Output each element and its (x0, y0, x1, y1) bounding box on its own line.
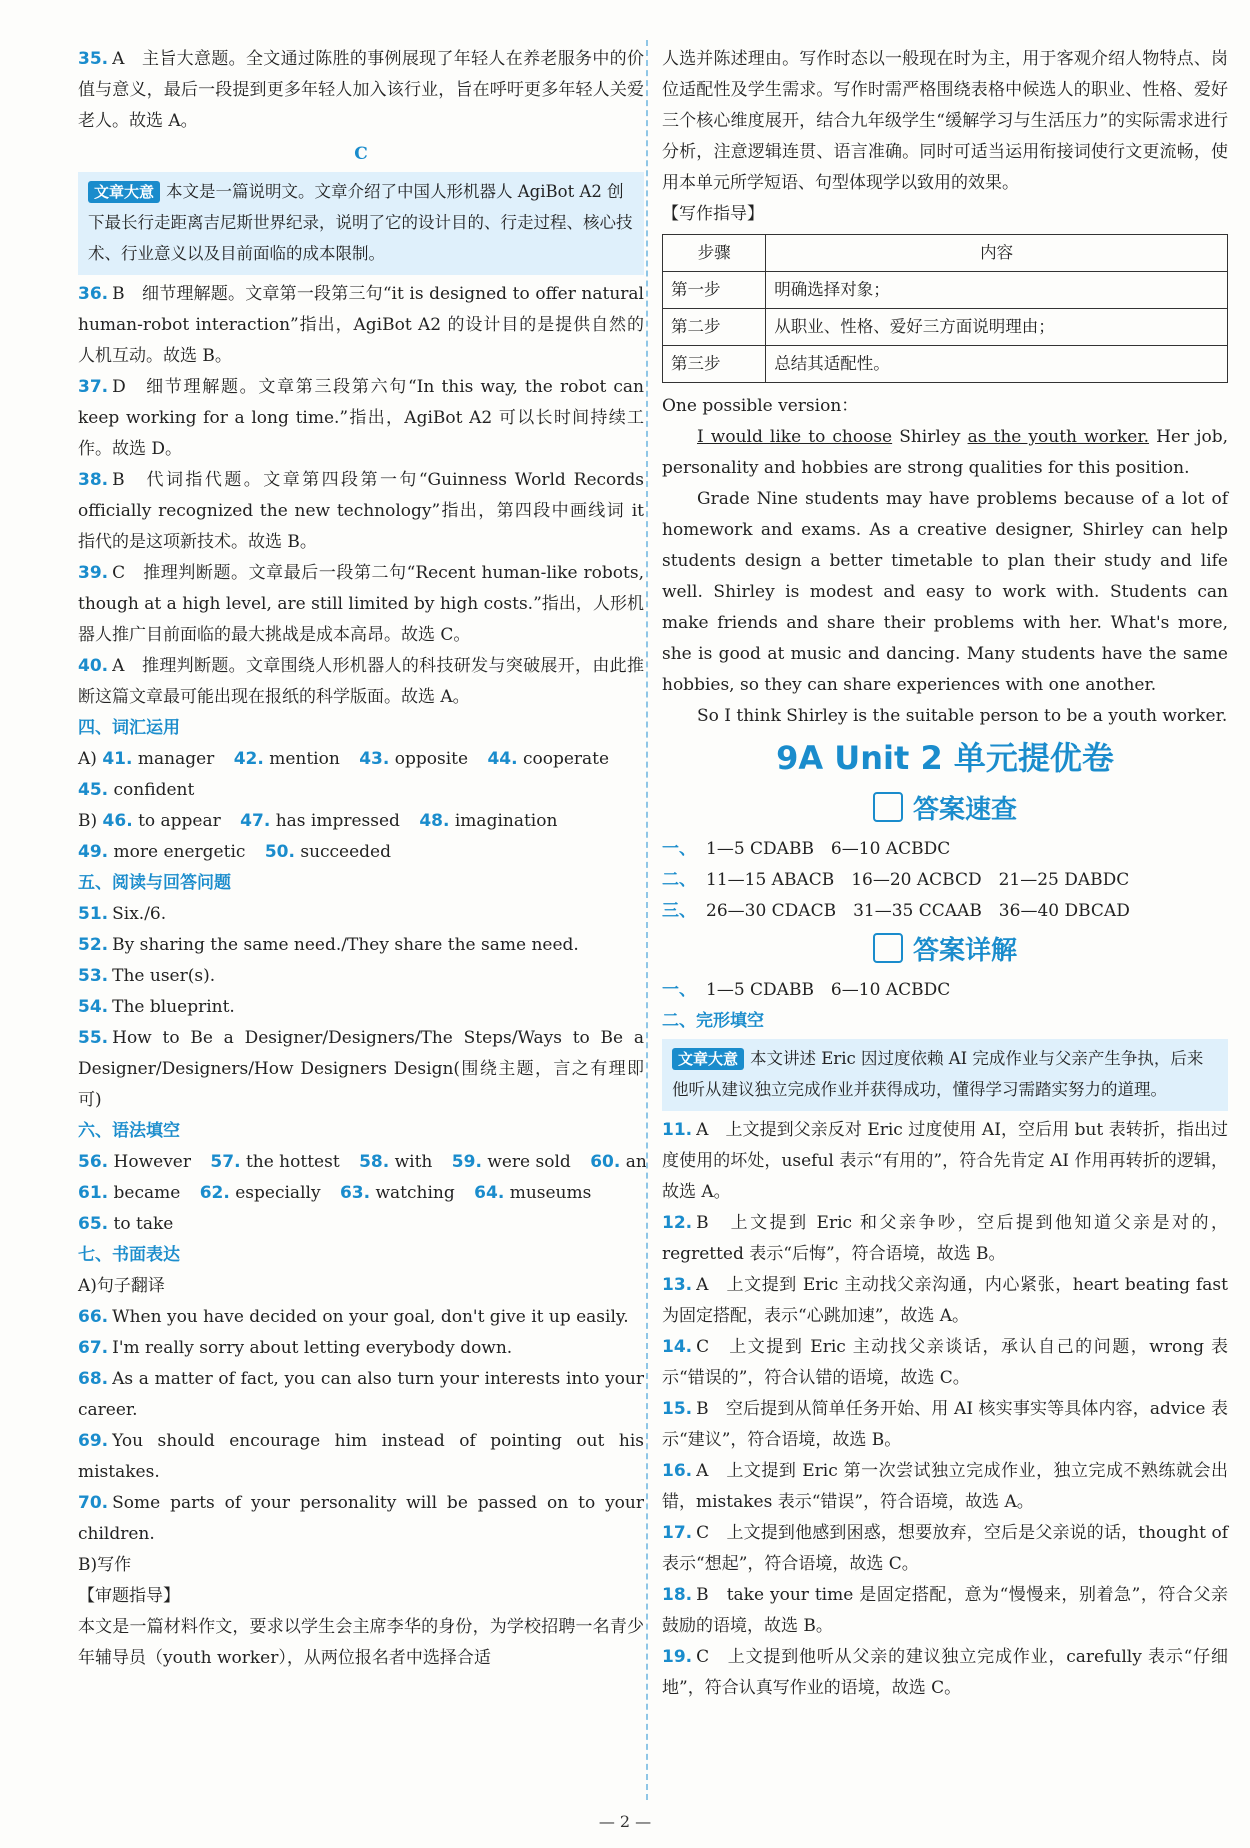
vocab-row-b: B) 46. to appear 47. has impressed 48. imagination (78, 811, 558, 831)
detailed-answers-heading: 答案详解 (662, 931, 1228, 971)
cloze-answer: 17. C 上文提到他感到困惑，想要放弃，空后是父亲说的话，thought of 表示“想起”，符合语境，故选 C。 (662, 1523, 1228, 1574)
vocab-row-b2: 49. more energetic 50. succeeded (78, 842, 392, 862)
passage-c-heading: C (354, 144, 368, 164)
document-icon (873, 933, 903, 963)
cloze-summary-box: 文章大意 本文讲述 Eric 因过度依赖 AI 完成作业与父亲产生争执，后来他听从建议独立完成作业并获得成功，懂得学习需踏实努力的道理。 (662, 1039, 1228, 1111)
answer-66: 66. When you have decided on your goal, don't give it up easily. (78, 1307, 629, 1327)
guide-text: 本文是一篇材料作文，要求以学生会主席李华的身份，为学校招聘一名青少年辅导员（youth worker），从两位报名者中选择合适 (78, 1617, 644, 1668)
answer-37: 37. D 细节理解题。文章第三段第六句“In this way, the robot can keep working for a long time.”指出，AgiBot A2 可以长时间持续工作。故选 D。 (78, 377, 644, 459)
writing-guide-label: 【写作指导】 (662, 204, 764, 224)
right-column (662, 44, 1228, 1704)
grammar-row-1: 56. However 57. the hottest 58. with 59. were sold 60. an (78, 1152, 647, 1172)
section-reading: 五、阅读与回答问题 (78, 873, 231, 893)
page-number: — 2 — (598, 1812, 652, 1831)
sample-essay-label: One possible version： (662, 396, 859, 416)
answer-35: 35. A 主旨大意题。全文通过陈胜的事例展现了年轻人在养老服务中的价值与意义，最后一段提到更多年轻人加入该行业，旨在呼吁更多年轻人关爱老人。故选 A。 (78, 49, 644, 131)
table-row: 第三步 总结其适配性。 (663, 346, 1228, 383)
cloze-answer: 14. C 上文提到 Eric 主动找父亲谈话，承认自己的问题，wrong 表示“错误的”，符合认错的语境，故选 C。 (662, 1337, 1228, 1388)
table-header: 内容 (766, 235, 1228, 272)
quick-answers-heading: 答案速查 (662, 790, 1228, 830)
grammar-row-3: 65. to take (78, 1214, 174, 1234)
answer-69: 69. You should encourage him instead of pointing out his mistakes. (78, 1431, 644, 1482)
quick-answer-row: 一、 1—5 CDABB 6—10 ACBDC (662, 839, 951, 859)
cloze-answer: 11. A 上文提到父亲反对 Eric 过度使用 AI，空后用 but 表转折，指出过度使用的坏处，useful 表示“有用的”，符合先肯定 AI 作用再转折的逻辑，故选 A。 (662, 1120, 1228, 1202)
detail-section-1: 一、 1—5 CDABB 6—10 ACBDC (662, 980, 951, 1000)
section-writing: 七、书面表达 (78, 1245, 180, 1265)
sample-essay: I would like to choose Shirley as the youth worker. Her job, personality and hobbies are strong qualities for this position. Grade Nine students may have problems because of a lot of homework and exams. As a creative designer, Shirley can help students design a better timetable to plan their study and life well. Shirley is modest and easy to work with. Students can make friends and share their problems with her. What's more, she is good at music and dancing. Many students have the same hobbies, so they can share experiences with one another. So I think Shirley is the suitable person to be a youth worker. (662, 427, 1228, 726)
answer-36: 36. B 细节理解题。文章第一段第三句“it is designed to offer natural human-robot interaction”指出，AgiBot A2 的设计目的是提供自然的人机互动。故选 B。 (78, 284, 644, 366)
grammar-row-2: 61. became 62. especially 63. watching 64. museums (78, 1183, 592, 1203)
section-grammar: 六、语法填空 (78, 1121, 180, 1141)
column-divider (646, 40, 648, 1800)
answer-54: 54. The blueprint. (78, 997, 235, 1017)
answer-53: 53. The user(s). (78, 966, 216, 986)
quick-answer-row: 三、 26—30 CDACB 31—35 CCAAB 36—40 DBCAD (662, 901, 1130, 921)
section-vocabulary: 四、词汇运用 (78, 718, 180, 738)
answer-70: 70. Some parts of your personality will be passed on to your children. (78, 1493, 644, 1544)
answer-38: 38. B 代词指代题。文章第四段第一句“Guinness World Records officially recognized the new technology”指出，第四段中画线词 it 指代的是这项新技术。故选 B。 (78, 470, 644, 552)
pencil-icon (873, 792, 903, 822)
table-row: 第一步 明确选择对象； (663, 272, 1228, 309)
cloze-answer: 13. A 上文提到 Eric 主动找父亲沟通，内心紧张，heart beating fast 为固定搭配，表示“心跳加速”，故选 A。 (662, 1275, 1228, 1326)
answer-40: 40. A 推理判断题。文章围绕人形机器人的科技研发与突破展开，由此推断这篇文章最可能出现在报纸的科学版面。故选 A。 (78, 656, 644, 707)
vocab-row-a: A) 41. manager 42. mention 43. opposite 44. cooperate (78, 749, 610, 769)
guide-label: 【审题指导】 (78, 1586, 180, 1606)
cloze-answer: 15. B 空后提到从简单任务开始、用 AI 核实事实等具体内容，advice 表示“建议”，符合语境，故选 B。 (662, 1399, 1228, 1450)
answer-52: 52. By sharing the same need./They share the same need. (78, 935, 579, 955)
answer-67: 67. I'm really sorry about letting everybody down. (78, 1338, 513, 1358)
answer-51: 51. Six./6. (78, 904, 167, 924)
cloze-answer: 16. A 上文提到 Eric 第一次尝试独立完成作业，独立完成不熟练就会出错，mistakes 表示“错误”，符合语境，故选 A。 (662, 1461, 1228, 1512)
answer-55: 55. How to Be a Designer/Designers/The Steps/Ways to Be a Designer/Designers/How Designers Design(围绕主题，言之有理即可) (78, 1028, 644, 1110)
table-header: 步骤 (663, 235, 766, 272)
writing-steps-table (662, 234, 1228, 383)
passage-summary-box: 文章大意 本文是一篇说明文。文章介绍了中国人形机器人 AgiBot A2 创下最长行走距离吉尼斯世界纪录，说明了它的设计目的、行走过程、核心技术、行业意义以及目前面临的成本限制。 (78, 172, 644, 275)
guide-text-continued: 人选并陈述理由。写作时态以一般现在时为主，用于客观介绍人物特点、岗位适配性及学生需求。写作时需严格围绕表格中候选人的职业、性格、爱好三个核心维度展开，结合九年级学生“缓解学习与生活压力”的实际需求进行分析，注意逻辑连贯、语言准确。同时可适当运用衔接词使行文更流畅，使用本单元所学短语、句型体现学以致用的效果。 (662, 49, 1228, 193)
summary-tag: 文章大意 (672, 1048, 744, 1070)
writing-label: B)写作 (78, 1555, 132, 1575)
left-column (78, 44, 647, 1674)
section-cloze: 二、完形填空 (662, 1011, 764, 1031)
translation-label: A)句子翻译 (78, 1276, 165, 1296)
quick-answer-row: 二、 11—15 ABACB 16—20 ACBCD 21—25 DABDC (662, 870, 1130, 890)
cloze-answer: 19. C 上文提到他听从父亲的建议独立完成作业，carefully 表示“仔细地”，符合认真写作业的语境，故选 C。 (662, 1647, 1228, 1698)
answer-68: 68. As a matter of fact, you can also turn your interests into your career. (78, 1369, 644, 1420)
cloze-answer: 18. B take your time 是固定搭配，意为“慢慢来，别着急”，符合父亲鼓励的语境，故选 B。 (662, 1585, 1228, 1636)
cloze-answer: 12. B 上文提到 Eric 和父亲争吵，空后提到他知道父亲是对的，regretted 表示“后悔”，符合语境，故选 B。 (662, 1213, 1228, 1264)
vocab-row-a2: 45. confident (78, 780, 195, 800)
unit-title: 9A Unit 2 单元提优卷 (776, 739, 1114, 777)
table-row: 第二步 从职业、性格、爱好三方面说明理由； (663, 309, 1228, 346)
summary-tag: 文章大意 (88, 181, 160, 203)
answer-39: 39. C 推理判断题。文章最后一段第二句“Recent human-like robots, though at a high level, are still limited by high costs.”指出，人形机器人推广目前面临的最大挑战是成本高昂。故选 C。 (78, 563, 644, 645)
